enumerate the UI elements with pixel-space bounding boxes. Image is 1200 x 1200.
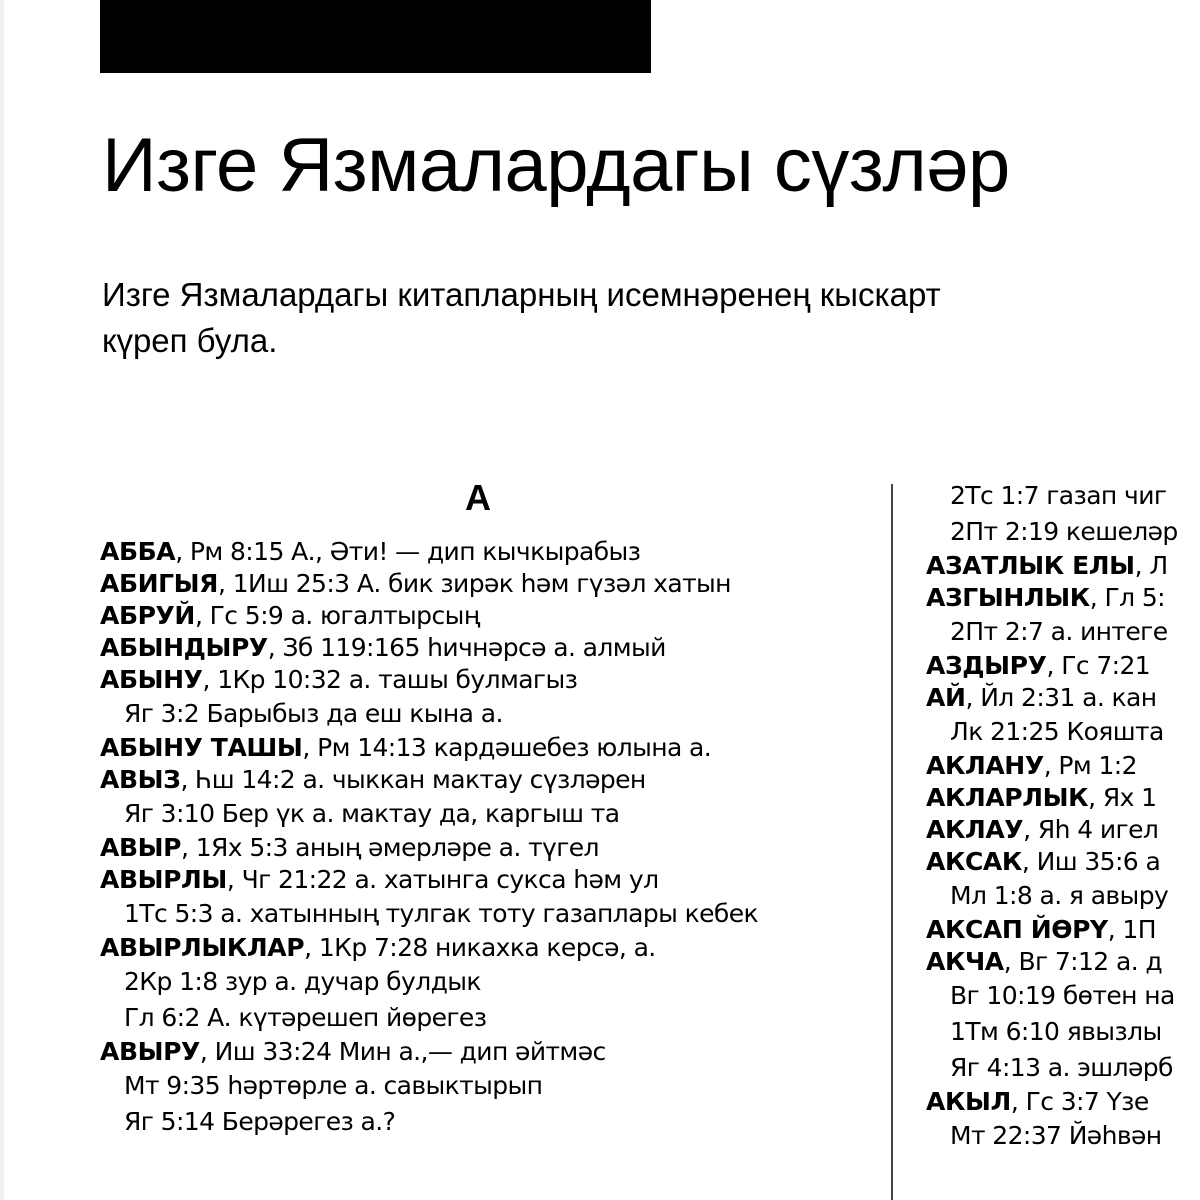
entry-headword: АВЫРЛЫКЛАР [100, 933, 305, 962]
entry-snippet: бөтен на [1062, 981, 1175, 1010]
entry-subline [100, 1000, 880, 1036]
entry-headword: АВЫР [100, 833, 182, 862]
entry-headline: АКЫЛ, Гс 3:7 Үзе [926, 1087, 1149, 1116]
entry-headline: АВЫР, 1Ях 5:3 аның әмерләре а. түгел [100, 833, 599, 862]
scripture-reference: Иш 35:6 [1036, 847, 1139, 876]
index-column-right [926, 478, 1200, 1154]
left-edge-strip [0, 0, 4, 1200]
scripture-reference: Гл 6:2 [124, 1003, 200, 1032]
scripture-reference: 1Кр 10:32 [217, 665, 342, 694]
entry-headword: АБИГЫЯ [100, 569, 219, 598]
entry-subline [926, 878, 1200, 914]
scripture-reference: Гс 7:21 [1061, 651, 1151, 680]
index-column-left [100, 478, 880, 1140]
entry-snippet: кешеләр [1065, 517, 1178, 546]
entry-snippet: һичнәрсә а. алмый [427, 633, 666, 662]
entry-headline: АКЛАРЛЫК, Ях 1 [926, 783, 1157, 812]
entry-headword: АКЛАНУ [926, 751, 1044, 780]
entry-headword: АКЛАРЛЫК [926, 783, 1089, 812]
entry-headword: АВЫРЛЫ [100, 865, 227, 894]
entry-snippet: а. чыккан мактау сүзләрен [302, 765, 646, 794]
scripture-reference: Л [1149, 551, 1168, 580]
entry-headline: АКСАП ЙӨРҮ, 1П [926, 915, 1156, 944]
scripture-reference: Рм 8:15 [189, 537, 284, 566]
column-divider [891, 484, 893, 1200]
page-title: Изге Язмалардагы сүзләр [102, 123, 1010, 208]
entry-subline [926, 478, 1200, 514]
scripture-reference: 1Тс 5:3 [124, 899, 213, 928]
entry-headword: АКЛАУ [926, 815, 1024, 844]
scripture-reference: 2Пт 2:7 [950, 617, 1044, 646]
scripture-reference: Мт 9:35 [124, 1071, 221, 1100]
scripture-reference: Рм 14:13 [317, 733, 427, 762]
entry-headword: АБРУЙ [100, 601, 195, 630]
entry-list-right [926, 478, 1200, 1154]
entry-headline: АБИГЫЯ, 1Иш 25:3 А. бик зирәк һәм гүзәл хатын [100, 569, 731, 598]
entry-headword: АБЫНДЫРУ [100, 633, 268, 662]
entry-headline: АКЛАНУ, Рм 1:2 [926, 751, 1137, 780]
entry-headword: АКЫЛ [926, 1087, 1011, 1116]
scripture-reference: Һш 14:2 [195, 765, 296, 794]
entry-headline: АЗАТЛЫК ЕЛЫ, Л [926, 551, 1168, 580]
entry-snippet: а. хатынга сукса һәм ул [354, 865, 659, 894]
entry-headline: АВЫЗ, Һш 14:2 а. чыккан мактау сүзләрен [100, 765, 646, 794]
entry-headline: АБЫНДЫРУ, Зб 119:165 һичнәрсә а. алмый [100, 633, 666, 662]
entry-headline: АКСАК, Иш 35:6 а [926, 847, 1161, 876]
entry-subline [926, 514, 1200, 550]
entry-snippet: А. күтәрешеп йөрегез [207, 1003, 487, 1032]
scripture-reference: Гс 3:7 [1025, 1087, 1100, 1116]
entry-snippet: а. хатынның тулгак тоту газаплары кебек [220, 899, 759, 928]
scripture-reference: Йл 2:31 [980, 683, 1075, 712]
scripture-reference: 1Иш 25:3 [232, 569, 350, 598]
entry-subline [100, 896, 880, 932]
intro-paragraph [102, 272, 1200, 364]
scripture-reference: 1Кр 7:28 [318, 933, 428, 962]
entry-snippet: Берәрегез а.? [221, 1107, 396, 1136]
entry-list-left [100, 536, 880, 1140]
entry-snippet: Үзе [1106, 1087, 1149, 1116]
scripture-reference: 2Кр 1:8 [124, 967, 218, 996]
entry-headline: АЙ, Йл 2:31 а. кан [926, 683, 1157, 712]
entry-snippet: а. д [1115, 947, 1163, 976]
scripture-reference: Яг 5:14 [124, 1107, 215, 1136]
entry-headline: АББА, Рм 8:15 А., Әти! — дип кычкырабыз [100, 537, 641, 566]
scripture-reference: Мл 1:8 [950, 881, 1033, 910]
entry-snippet: Мин а.,— дип әйтмәс [338, 1037, 606, 1066]
entry-subline [926, 1050, 1200, 1086]
scripture-reference: Яһ 4 [1037, 815, 1093, 844]
entry-subline [100, 1104, 880, 1140]
entry-headword: АЗАТЛЫК ЕЛЫ [926, 551, 1135, 580]
entry-headline: АБЫНУ, 1Кр 10:32 а. ташы булмагыз [100, 665, 578, 694]
entry-snippet: игел [1099, 815, 1159, 844]
entry-snippet: аның әмерләре а. түгел [295, 833, 599, 862]
intro-line: күреп була. [102, 322, 278, 359]
entry-subline [926, 978, 1200, 1014]
entry-snippet: зур а. дучар булдык [224, 967, 481, 996]
scripture-reference: Иш 33:24 [214, 1037, 332, 1066]
entry-snippet: кардәшебез юлына а. [433, 733, 712, 762]
entry-headline: АЗДЫРУ, Гс 7:21 [926, 651, 1151, 680]
entry-headword: АКСАК [926, 847, 1022, 876]
entry-headline: АБРУЙ, Гс 5:9 а. югалтырсың [100, 601, 480, 630]
scripture-reference: Гл 5: [1104, 583, 1165, 612]
entry-snippet: явызлы [1066, 1017, 1162, 1046]
scripture-reference: Яг 3:2 [124, 699, 200, 728]
entry-headword: АЙ [926, 683, 966, 712]
scripture-reference: 2Тс 1:7 [950, 481, 1039, 510]
scripture-reference: Мт 22:37 [950, 1121, 1062, 1150]
entry-snippet: а [1145, 847, 1161, 876]
entry-snippet: А., Әти! — дип кычкырабыз [291, 537, 641, 566]
entry-subline [926, 714, 1200, 750]
scripture-reference: 1П [1122, 915, 1156, 944]
entry-headline: АВЫРЛЫКЛАР, 1Кр 7:28 никахка керсә, а. [100, 933, 656, 962]
scripture-reference: Чг 21:22 [241, 865, 348, 894]
scripture-reference: Лк 21:25 [950, 717, 1060, 746]
entry-snippet: а. ташы булмагыз [348, 665, 578, 694]
entry-snippet: а. я авыру [1039, 881, 1169, 910]
section-letter: А [465, 477, 491, 518]
entry-headword: АЗДЫРУ [926, 651, 1047, 680]
entry-subline [926, 1118, 1200, 1154]
entry-headline: АВЫРУ, Иш 33:24 Мин а.,— дип әйтмәс [100, 1037, 606, 1066]
entry-snippet: Барыбыз да еш кына а. [206, 699, 503, 728]
entry-headword: АБЫНУ [100, 665, 203, 694]
entry-snippet: а. эшләрб [1047, 1053, 1173, 1082]
entry-subline [100, 964, 880, 1000]
entry-snippet: Бер үк а. мактау да, каргыш та [221, 799, 620, 828]
entry-headword: АВЫРУ [100, 1037, 200, 1066]
intro-line: Изге Язмалардагы китапларның исемнәренең кыскарт [102, 276, 941, 313]
entry-headline: АВЫРЛЫ, Чг 21:22 а. хатынга сукса һәм ул [100, 865, 659, 894]
entry-snippet: а. югалтырсың [290, 601, 480, 630]
scripture-reference: Гс 5:9 [209, 601, 284, 630]
entry-snippet: Йәһвән [1068, 1121, 1162, 1150]
scripture-reference: 1Ях 5:3 [195, 833, 288, 862]
entry-snippet: газап чиг [1046, 481, 1167, 510]
entry-headword: АЗГЫНЛЫК [926, 583, 1090, 612]
scripture-reference: 1Тм 6:10 [950, 1017, 1060, 1046]
entry-snippet: А. бик зирәк һәм гүзәл хатын [356, 569, 731, 598]
entry-subline [100, 796, 880, 832]
entry-snippet: а. кан [1082, 683, 1157, 712]
scripture-reference: Ях 1 [1102, 783, 1157, 812]
entry-headword: АКСАП ЙӨРҮ [926, 915, 1108, 944]
entry-subline [100, 1068, 880, 1104]
entry-snippet: Кояшта [1066, 717, 1164, 746]
entry-headline: АБЫНУ ТАШЫ, Рм 14:13 кардәшебез юлына а. [100, 733, 712, 762]
entry-headline: АКЛАУ, Яһ 4 игел [926, 815, 1159, 844]
entry-headword: АКЧА [926, 947, 1004, 976]
entry-headword: АВЫЗ [100, 765, 181, 794]
scripture-reference: 2Пт 2:19 [950, 517, 1059, 546]
entry-subline [926, 1014, 1200, 1050]
entry-headword: АБЫНУ ТАШЫ [100, 733, 303, 762]
scripture-reference: Рм 1:2 [1058, 751, 1137, 780]
entry-headline: АЗГЫНЛЫК, Гл 5: [926, 583, 1165, 612]
scripture-reference: Вг 10:19 [950, 981, 1056, 1010]
entry-snippet: а. интеге [1050, 617, 1168, 646]
scripture-reference: Яг 3:10 [124, 799, 215, 828]
entry-snippet: никахка керсә, а. [435, 933, 656, 962]
redacted-block [100, 0, 651, 73]
entry-headline: АКЧА, Вг 7:12 а. д [926, 947, 1163, 976]
entry-headword: АББА [100, 537, 176, 566]
entry-subline [926, 614, 1200, 650]
scripture-reference: Вг 7:12 [1018, 947, 1109, 976]
scripture-reference: Яг 4:13 [950, 1053, 1041, 1082]
entry-subline [100, 696, 880, 732]
scripture-reference: Зб 119:165 [282, 633, 420, 662]
entry-snippet: һәртөрле а. савыктырып [227, 1071, 543, 1100]
